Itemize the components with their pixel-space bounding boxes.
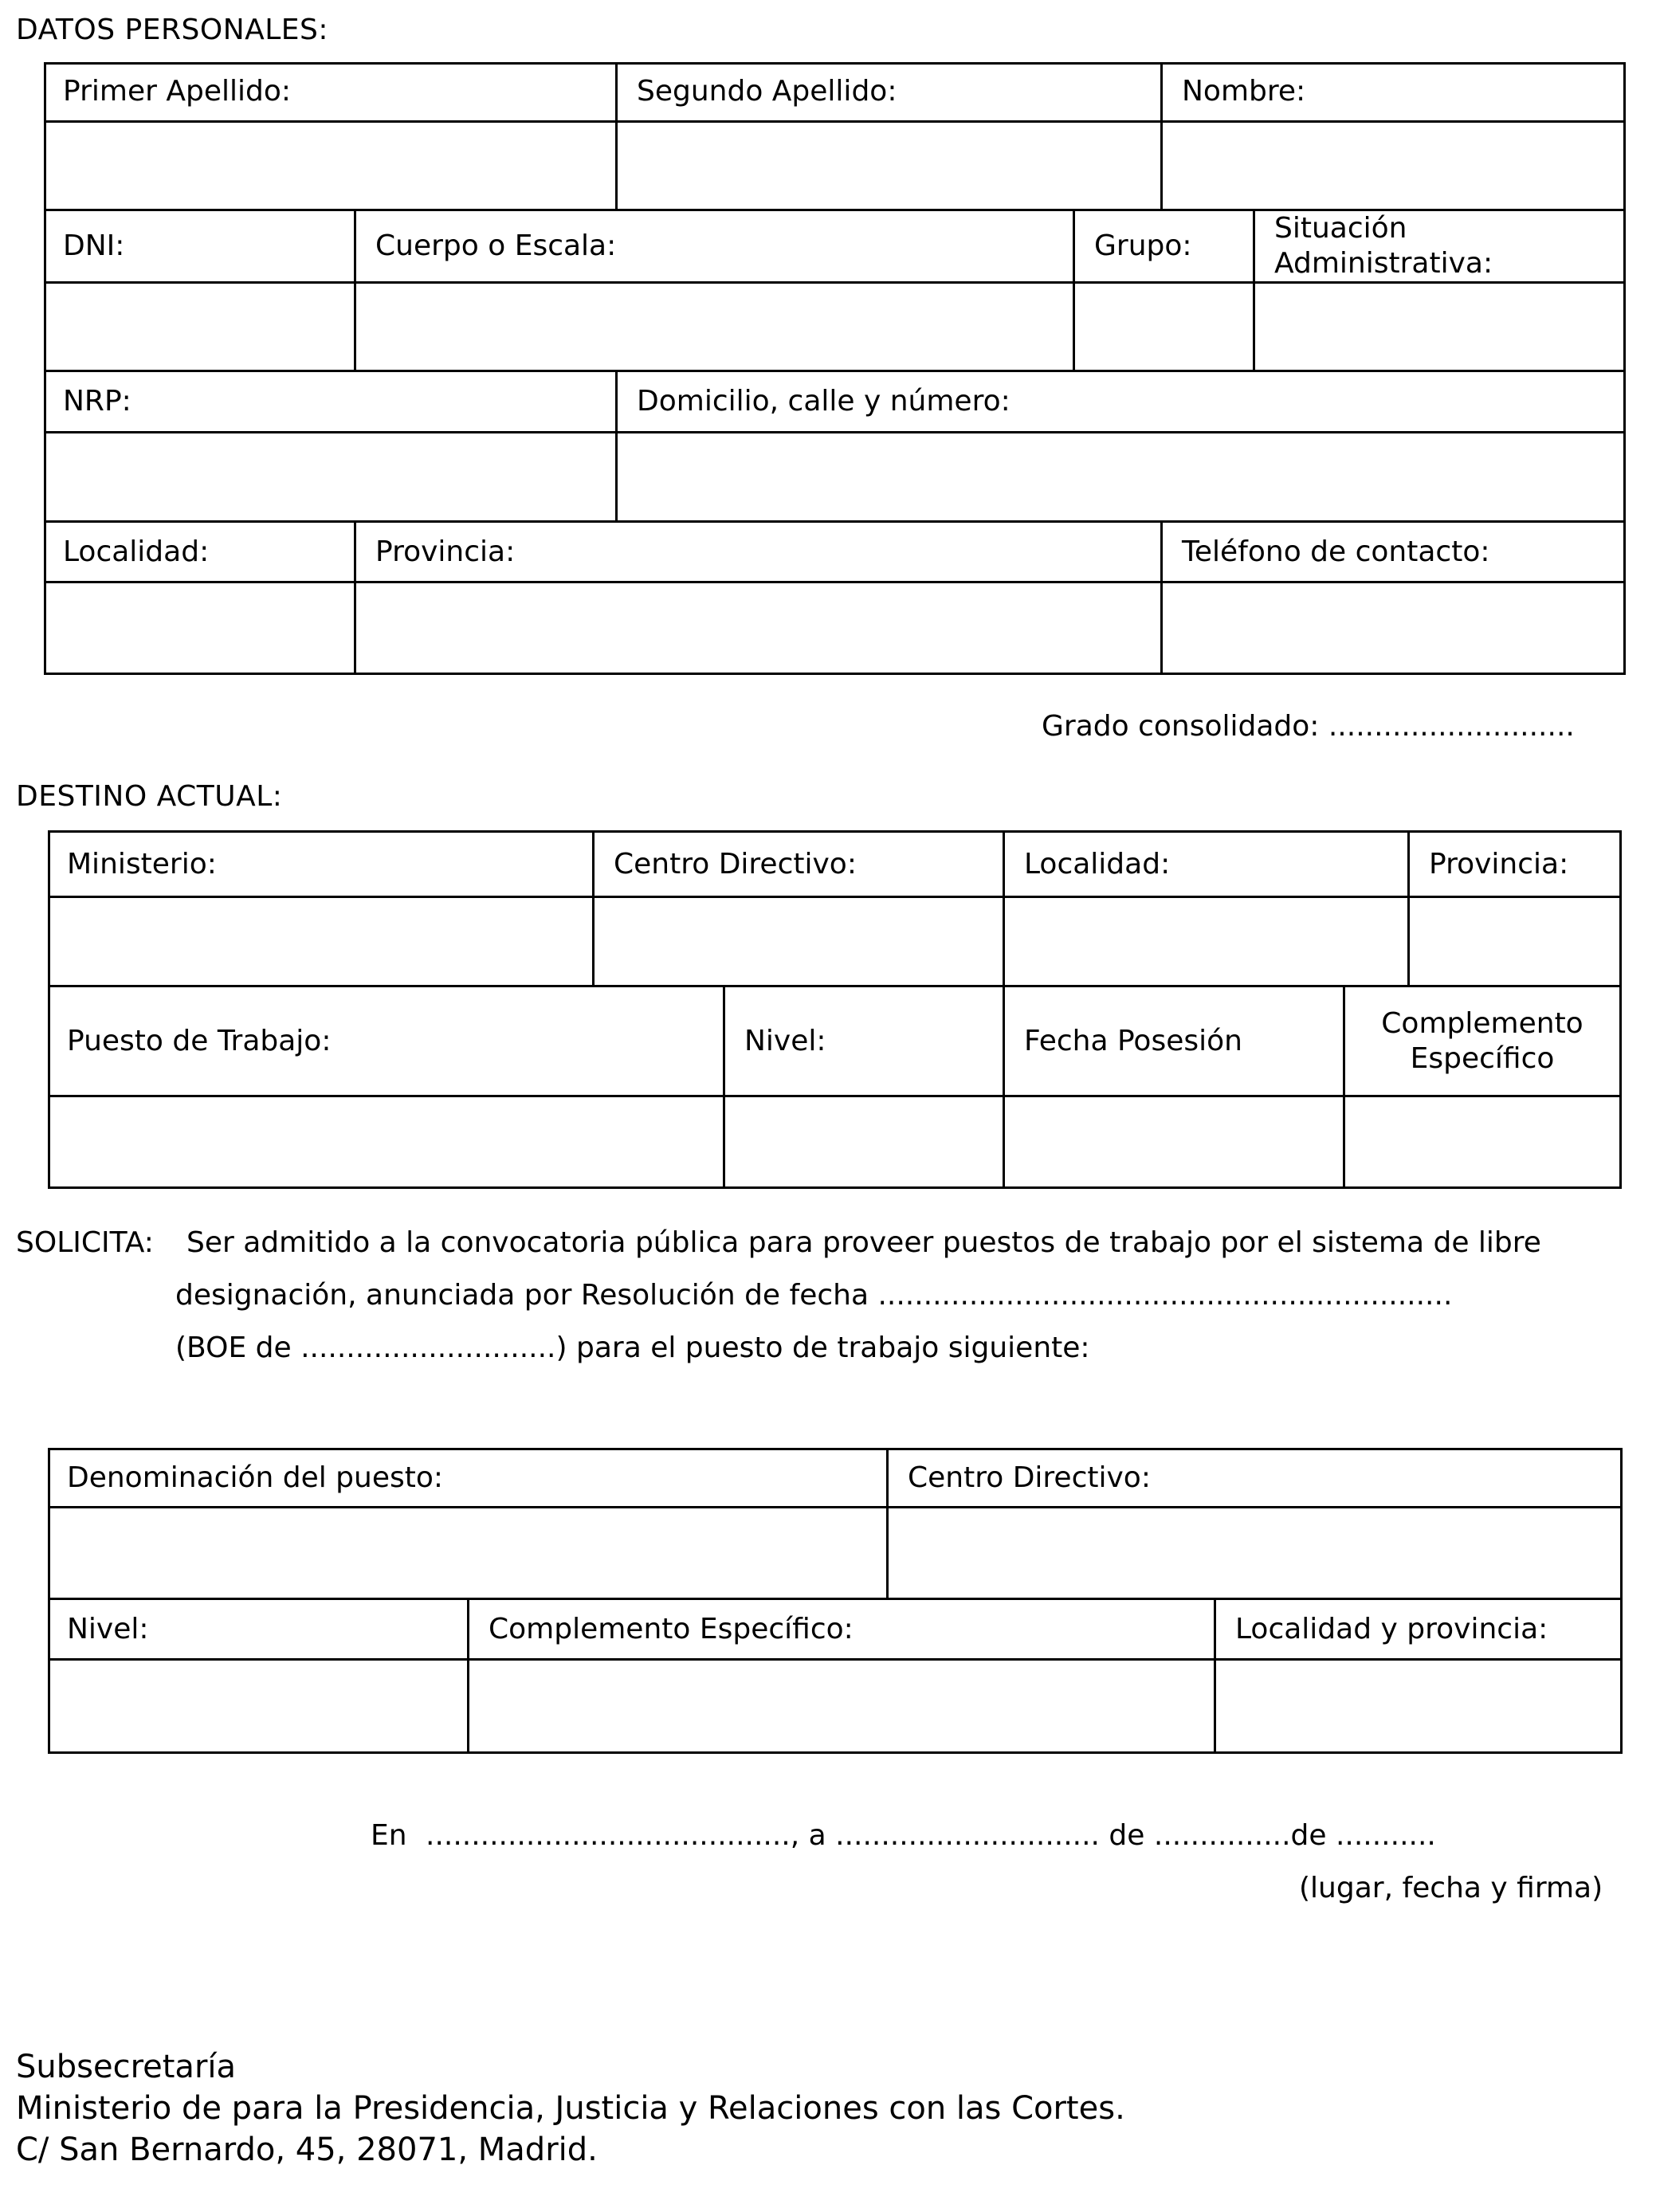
label-text: Fecha Posesión [1024,1024,1242,1057]
label-grupo [1075,211,1253,281]
field-nivel-destino[interactable] [725,1097,1003,1186]
grado-consolidado: Grado consolidado: ........................... [1042,710,1575,743]
label-text: Complemento Específico: [489,1612,854,1645]
label-text: Específico [1410,1041,1555,1075]
field-situacion-administrativa[interactable] [1255,284,1623,370]
solicita-label: SOLICITA: [16,1226,154,1259]
field-provincia-destino[interactable] [1410,898,1619,985]
field-localidad[interactable] [46,583,354,673]
solicita-line-3: (BOE de ............................) para el puesto de trabajo siguiente: [175,1332,1090,1364]
footer-subsecretaria: Subsecretaría [16,2049,237,2085]
field-nrp[interactable] [46,433,615,520]
label-text: Puesto de Trabajo: [67,1024,332,1057]
label-text: Localidad y provincia: [1235,1612,1548,1645]
firma-note: (lugar, fecha y firma) [1299,1872,1603,1904]
label-telefono [1163,523,1623,581]
label-primer-apellido [44,62,615,120]
field-domicilio[interactable] [618,433,1623,520]
label-text: Segundo Apellido: [637,74,897,108]
field-provincia[interactable] [356,583,1160,673]
label-text: Centro Directivo: [614,847,857,880]
field-complemento-solicitado[interactable] [469,1661,1214,1751]
label-text: Cuerpo o Escala: [375,229,617,263]
label-domicilio [618,372,1623,431]
label-text: NRP: [63,385,131,418]
label-nombre [1163,62,1623,120]
label-text: Nombre: [1182,74,1306,108]
label-dni [44,211,354,281]
label-puesto-trabajo [48,987,723,1095]
field-nombre[interactable] [1163,123,1623,209]
field-cuerpo-escala[interactable] [356,284,1073,370]
field-primer-apellido[interactable] [46,123,615,209]
section-title-destino-actual: DESTINO ACTUAL: [16,780,283,813]
solicita-line-2: designación, anunciada por Resolución de fecha ............................................................... [175,1279,1453,1312]
field-complemento-especifico[interactable] [1345,1097,1619,1186]
field-fecha-posesion[interactable] [1005,1097,1343,1186]
field-denominacion-puesto[interactable] [50,1508,886,1598]
label-text: Denominación del puesto: [67,1461,444,1495]
label-text: DNI: [63,229,125,263]
label-cuerpo-escala [356,211,1073,281]
label-text: Teléfono de contacto: [1182,535,1490,568]
field-telefono[interactable] [1163,583,1623,673]
label-text: Administrativa: [1274,247,1493,280]
label-nivel-solicitado [48,1600,467,1658]
footer-ministerio: Ministerio de para la Presidencia, Justicia y Relaciones con las Cortes. [16,2090,1125,2127]
label-ministerio [48,833,592,896]
field-centro-directivo[interactable] [595,898,1003,985]
firma-lugar-fecha-line: ........................................, a ............................. de ...............de ........... [426,1819,1436,1852]
field-dni[interactable] [46,284,354,370]
label-text: Localidad: [63,535,210,568]
label-centro-directivo-solicitado [889,1450,1620,1506]
field-puesto-trabajo[interactable] [50,1097,723,1186]
field-ministerio[interactable] [50,898,592,985]
label-situacion-administrativa [1255,211,1623,281]
label-text: Provincia: [1429,847,1569,880]
label-text: Ministerio: [67,847,217,880]
label-text: Localidad: [1024,847,1171,880]
label-text: Primer Apellido: [63,74,291,108]
label-localidad [44,523,354,581]
label-nivel-destino [725,987,1003,1095]
label-text: Complemento [1381,1006,1583,1040]
label-text: Domicilio, calle y número: [637,385,1011,418]
label-provincia [356,523,1160,581]
field-nivel-solicitado[interactable] [50,1661,467,1751]
label-provincia-destino [1410,833,1619,896]
label-fecha-posesion [1005,987,1343,1095]
firma-en: En [371,1819,407,1852]
label-text: Nivel: [67,1612,149,1645]
solicita-line-1: Ser admitido a la convocatoria pública para proveer puestos de trabajo por el sistema de libre [186,1226,1541,1259]
label-segundo-apellido [618,62,1160,120]
label-complemento-solicitado [469,1600,1214,1658]
label-denominacion-puesto [48,1450,886,1506]
label-centro-directivo [595,833,1003,896]
label-text: Grupo: [1094,229,1192,263]
field-localidad-provincia[interactable] [1216,1661,1620,1751]
section-title-datos-personales: DATOS PERSONALES: [16,14,329,46]
label-complemento-especifico [1345,987,1619,1095]
footer-address: C/ San Bernardo, 45, 28071, Madrid. [16,2132,598,2168]
label-text: Situación [1274,212,1407,245]
field-grupo[interactable] [1075,284,1253,370]
label-text: Provincia: [375,535,516,568]
label-nrp [44,372,615,431]
field-segundo-apellido[interactable] [618,123,1160,209]
field-centro-directivo-solicitado[interactable] [889,1508,1620,1598]
label-text: Centro Directivo: [908,1461,1151,1495]
label-text: Nivel: [744,1024,826,1057]
label-localidad-provincia [1216,1600,1620,1658]
field-localidad-destino[interactable] [1005,898,1407,985]
label-localidad-destino [1005,833,1407,896]
